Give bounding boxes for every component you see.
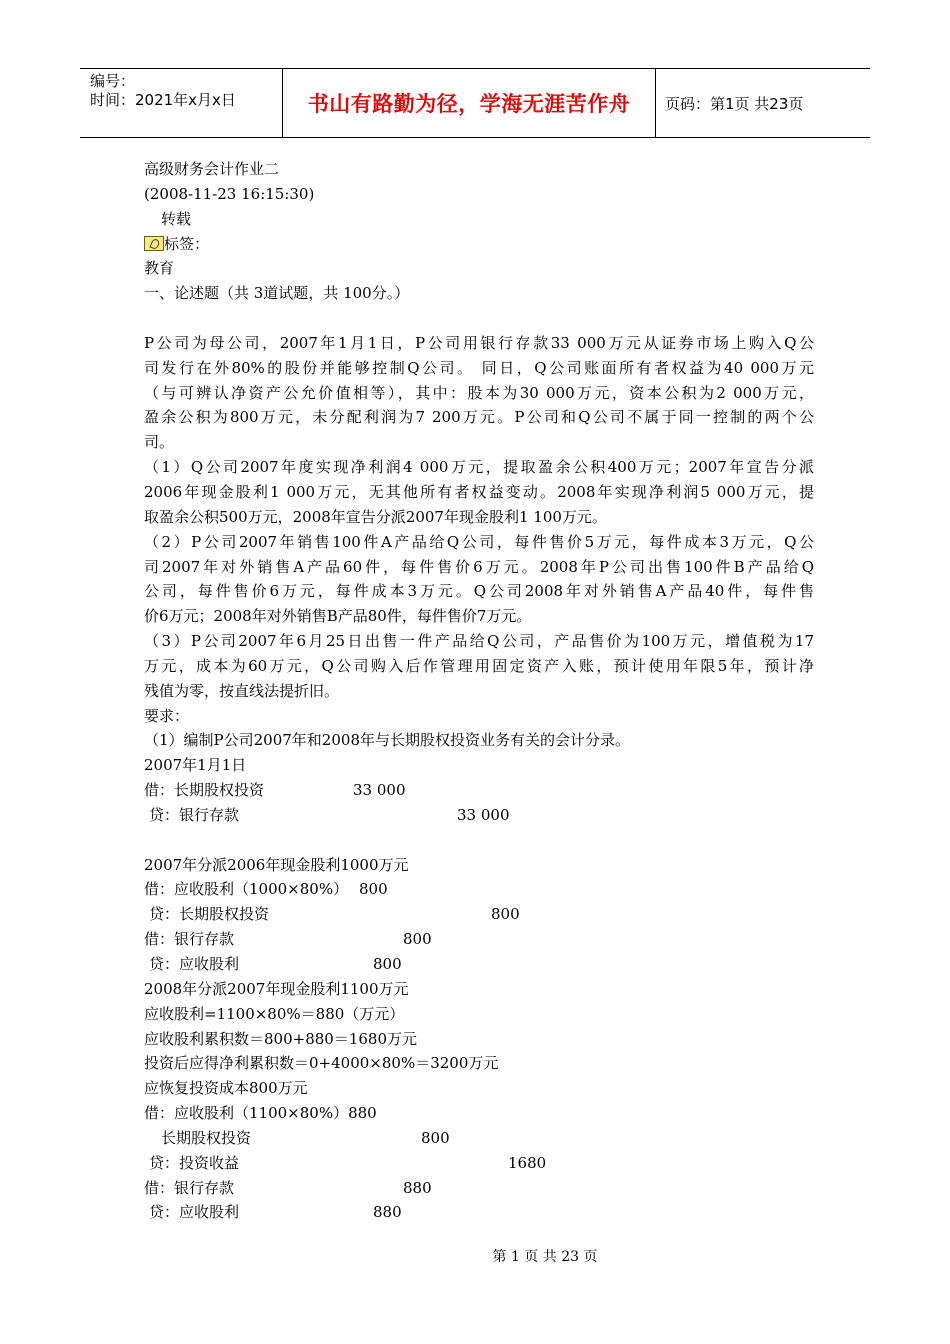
journal-line (144, 877, 814, 902)
article-title: 高级财务会计作业二 (144, 160, 280, 178)
journal-account: 贷：应收股利 (149, 1203, 240, 1222)
tag-value[interactable]: 教育 (144, 259, 175, 278)
journal-amount: 800 (421, 1128, 450, 1147)
journal-line: 借：应收股利（1100×80%）880 (144, 1104, 377, 1123)
journal-line (144, 1126, 814, 1151)
paragraph-line: 残值为零，按直线法提折旧。 (144, 681, 340, 700)
calculation-line: 应收股利=1100×80%＝880（万元） (144, 1004, 405, 1023)
entry-title: 2007年分派2006年现金股利1000万元 (144, 855, 409, 874)
tag-label: 标签： (164, 234, 210, 253)
requirement-heading: 要求： (144, 706, 190, 725)
journal-line (144, 1151, 814, 1176)
page-footer (0, 1246, 950, 1266)
journal-amount: 880 (373, 1203, 402, 1222)
header-motto: 书山有路勤为径，学海无涯苦作舟 (282, 69, 656, 137)
journal-account: 贷：长期股权投资 (149, 905, 270, 924)
paragraph-line: （3）P公司2007年6月25日出售一件产品给Q公司，产品售价为100万元，增值税为17 (144, 632, 814, 651)
paragraph-line: 2006年现金股利1 000万元，无其他所有者权益变动。2008年实现净利润5 000万元，提 (144, 482, 814, 501)
journal-line (144, 1200, 814, 1225)
paragraph-line: 万元，成本为60万元，Q公司购入后作管理用固定资产入账，预计使用年限5年，预计净 (144, 656, 814, 675)
paragraph-line: 司2007年对外销售A产品60件，每件售价6万元。2008年P公司出售100件B产品给Q (144, 557, 814, 576)
journal-amount: 800 (491, 905, 520, 924)
header-page-number: 页码：第1页 共23页 (665, 94, 804, 113)
repost-link[interactable]: 转载 (161, 209, 192, 228)
journal-account: 借：银行存款 (144, 1178, 235, 1197)
journal-amount: 880 (403, 1178, 432, 1197)
document-date-label: 时间：2021年x月x日 (90, 91, 236, 109)
entry-title: 2008年分派2007年现金股利1100万元 (144, 979, 409, 998)
paragraph-line: 盈余公积为800万元，未分配利润为7 200万元。P公司和Q公司不属于同一控制的两个公 (144, 408, 814, 427)
journal-amount: 33 000 (353, 781, 406, 800)
journal-line (144, 1176, 814, 1201)
paragraph-line: （2）P公司2007年销售100件A产品给Q公司，每件售价5万元，每件成本3万元，Q公 (144, 532, 814, 551)
paragraph-line: 司发行在外80%的股份并能够控制Q公司。 同日，Q公司账面所有者权益为40 000万元 (144, 358, 814, 377)
requirement-item: （1）编制P公司2007年和2008年与长期股权投资业务有关的会计分录。 (144, 731, 630, 750)
journal-account: 借：长期股权投资 (144, 781, 265, 800)
journal-account: 长期股权投资 (161, 1128, 252, 1147)
journal-account: 贷：银行存款 (149, 805, 240, 824)
tag-row (144, 232, 814, 257)
journal-line (144, 927, 814, 952)
calculation-line: 应收股利累积数＝800+880＝1680万元 (144, 1029, 418, 1048)
article-timestamp: (2008-11-23 16:15:30) (144, 184, 315, 203)
journal-amount: 800 (359, 880, 388, 899)
blank-line (144, 828, 814, 853)
journal-line (144, 902, 814, 927)
blank-line (144, 306, 814, 331)
entry-date: 2007年1月1日 (144, 756, 247, 775)
paragraph-line: （1）Q公司2007年度实现净利润4 000万元，提取盈余公积400万元；2007年宣告分派 (144, 458, 814, 477)
page-header (80, 68, 870, 138)
paragraph-line: 价6万元；2008年对外销售B产品80件，每件售价7万元。 (144, 607, 532, 626)
journal-account: 贷：投资收益 (149, 1153, 240, 1172)
journal-amount: 800 (373, 955, 402, 973)
journal-line (144, 778, 814, 803)
document-body (144, 157, 814, 1225)
journal-account: 借：应收股利（1000×80%） (144, 880, 349, 899)
journal-line (144, 952, 814, 977)
calculation-line: 应恢复投资成本800万元 (144, 1079, 308, 1098)
journal-amount: 800 (403, 930, 432, 949)
journal-amount: 1680 (508, 1153, 547, 1172)
paragraph-line: 司。 (144, 433, 175, 452)
tag-icon (144, 236, 164, 251)
journal-line (144, 803, 814, 828)
journal-amount: 33 000 (457, 805, 510, 824)
paragraph-line: （与可辨认净资产公允价值相等），其中：股本为30 000万元，资本公积为2 000万元， (144, 383, 814, 402)
section-heading: 一、论述题（共 3道试题，共 100分。） (144, 284, 410, 303)
calculation-line: 投资后应得净利累积数＝0+4000×80%＝3200万元 (144, 1054, 499, 1073)
paragraph-line: 取盈余公积500万元，2008年宣告分派2007年现金股利1 100万元。 (144, 507, 607, 526)
header-meta (80, 69, 282, 137)
paragraph-line: P公司为母公司，2007年1月1日，P公司用银行存款33 000万元从证券市场上购入Q公 (144, 333, 814, 352)
document-number-label: 编号： (90, 72, 136, 90)
paragraph-line: 公司，每件售价6万元，每件成本3万元。Q公司2008年对外销售A产品40件，每件售 (144, 582, 814, 601)
journal-account: 借：银行存款 (144, 930, 235, 949)
footer-page-number: 第 1 页 共 23 页 (492, 1249, 598, 1265)
journal-account: 贷：应收股利 (149, 955, 240, 973)
